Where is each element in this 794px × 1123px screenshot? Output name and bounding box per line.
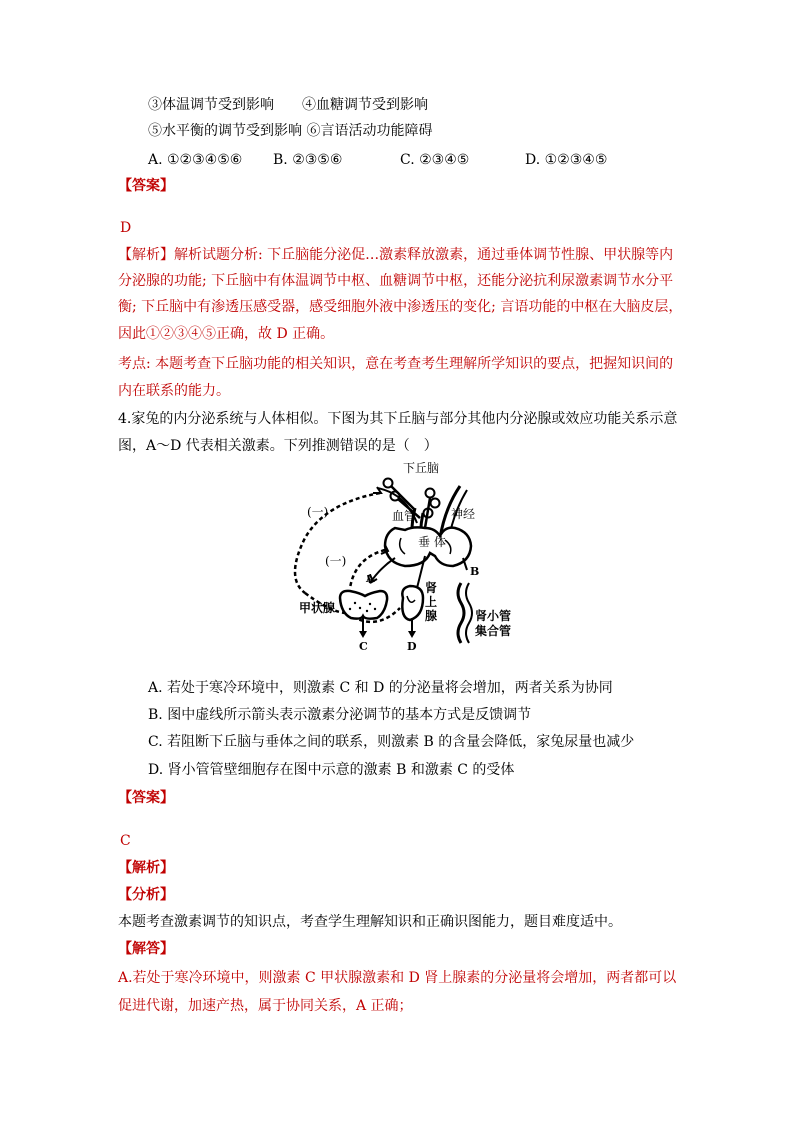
q4-jieda-line-2: 促进代谢，加速产热，属于协同关系，A 正确； (118, 998, 413, 1014)
label-tubule-2: 集合管 (475, 624, 512, 638)
q3-item-5-6: ⑤水平衡的调节受到影响 ⑥言语活动功能障碍 (148, 123, 433, 139)
q3-option-d: D. ①②③④⑤ (525, 152, 608, 168)
label-hormone-c: C (359, 640, 368, 653)
label-thyroid: 甲状腺 (299, 601, 336, 615)
label-blood-vessel: 血管 (392, 509, 417, 523)
q3-answer: D (120, 220, 132, 236)
q3-analysis-line-1: 【解析】解析试题分析: 下丘脑能分泌促…激素释放激素，通过垂体调节性腺、甲状腺等内 (118, 247, 674, 263)
label-negative-2: (一) (325, 554, 347, 568)
q3-analysis-line-3: 衡; 下丘脑中有渗透压感受器，感受细胞外液中渗透压的变化; 言语功能的中枢在大脑皮层， (118, 299, 683, 315)
thyroid (340, 591, 387, 638)
q3-option-b: B. ②③⑤⑥ (273, 152, 343, 168)
label-adrenal-2: 上 (425, 595, 438, 609)
label-adrenal-3: 腺 (425, 609, 438, 623)
label-hormone-b: B (470, 565, 480, 578)
hypothalamus-diagram (285, 458, 525, 658)
q4-option-c: C. 若阻断下丘脑与垂体之间的联系，则激素 B 的含量会降低，家兔尿量也减少 (148, 734, 635, 750)
q3-option-a: A. ①②③④⑤⑥ (148, 152, 243, 168)
q4-jiexi-label: 【解析】 (118, 860, 174, 876)
q3-item-3-4: ③体温调节受到影响 ④血糖调节受到影响 (148, 97, 428, 113)
q4-stem-line-1: 4.家兔的内分泌系统与人体相似。下图为其下丘脑与部分其他内分泌腺或效应功能关系示意 (118, 411, 678, 427)
q4-option-a: A. 若处于寒冷环境中，则激素 C 和 D 的分泌量将会增加，两者关系为协同 (148, 680, 613, 696)
q3-kaodian-line-1: 考点: 本题考查下丘脑功能的相关知识，意在考查考生理解所学知识的要点，把握知识间的 (118, 356, 674, 372)
q4-stem-line-2: 图，A～D 代表相关激素。下列推测错误的是（ ） (118, 438, 438, 454)
q3-kaodian-line-2: 内在联系的能力。 (118, 383, 230, 399)
q4-answer-label: 【答案】 (118, 790, 174, 806)
label-pituitary: 垂 体 (418, 535, 446, 549)
label-hypothalamus: 下丘脑 (403, 461, 440, 475)
label-hormone-a: A (366, 572, 375, 585)
q3-option-c: C. ②③④⑤ (400, 152, 470, 168)
label-hormone-d: D (407, 640, 417, 653)
q3-answer-label: 【答案】 (118, 178, 174, 194)
q4-fenxi-text: 本题考查激素调节的知识点，考查学生理解知识和正确识图能力，题目难度适中。 (118, 914, 622, 930)
q3-analysis-line-2: 分泌腺的功能; 下丘脑中有体温调节中枢、血糖调节中枢，还能分泌抗利尿激素调节水分平 (118, 273, 674, 289)
q4-fenxi-label: 【分析】 (118, 887, 174, 903)
q4-jieda-label: 【解答】 (118, 941, 174, 957)
q4-option-d: D. 肾小管管壁细胞存在图中示意的激素 B 和激素 C 的受体 (148, 762, 515, 778)
label-nerve: 神经 (451, 507, 476, 521)
label-negative-1: (一) (307, 505, 329, 519)
q4-option-b: B. 图中虚线所示箭头表示激素分泌调节的基本方式是反馈调节 (148, 707, 532, 723)
label-adrenal-1: 肾 (425, 581, 438, 595)
q3-analysis-line-4: 因此①②③④⑤正确，故 D 正确。 (118, 326, 335, 342)
q4-answer: C (120, 833, 131, 849)
q4-jieda-line-1: A.若处于寒冷环境中，则激素 C 甲状腺激素和 D 肾上腺素的分泌量将会增加，两者都可以 (118, 970, 677, 986)
label-tubule-1: 肾小管 (475, 609, 512, 623)
adrenal-gland (402, 556, 425, 638)
